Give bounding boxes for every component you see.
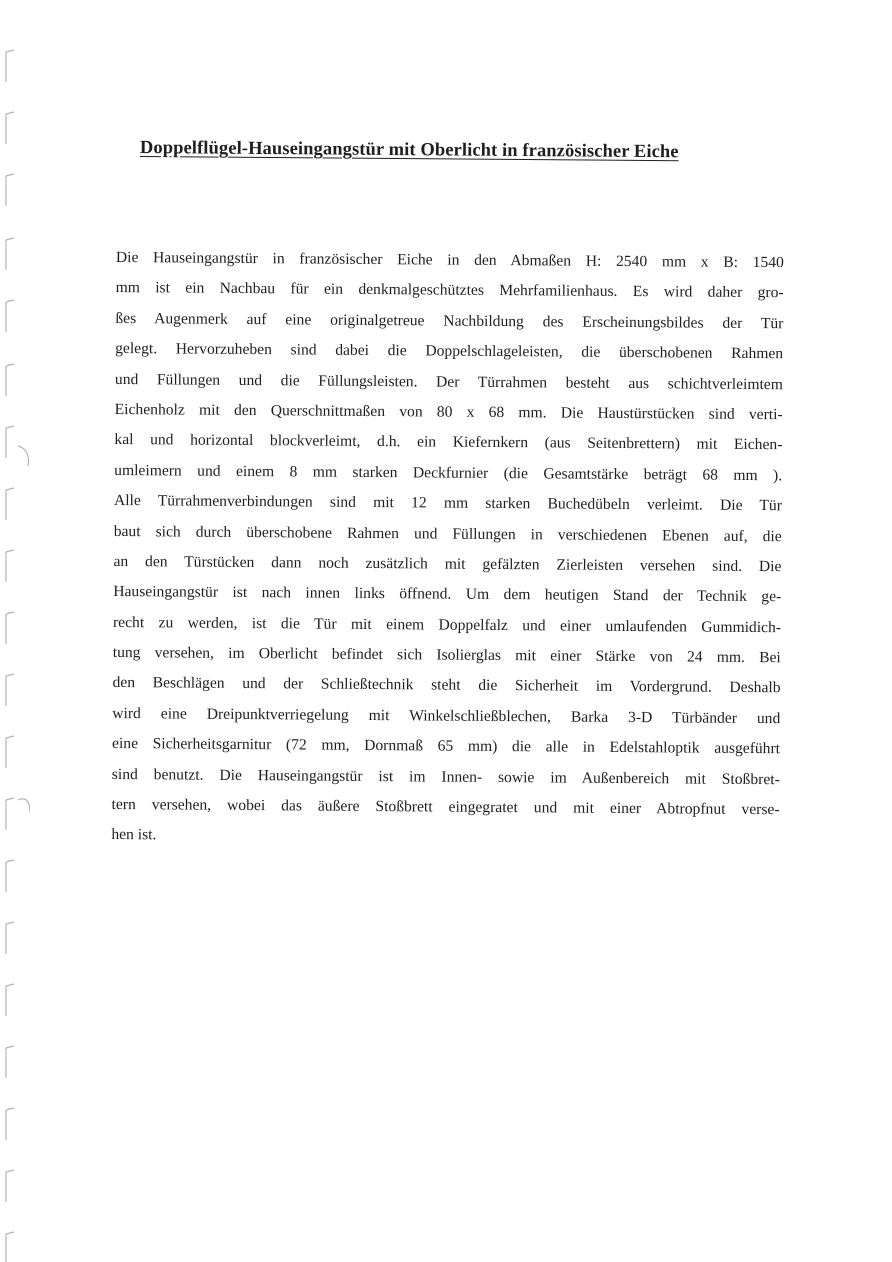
body-paragraph bbox=[111, 243, 784, 856]
body-line: wird eine Dreipunktverriegelung mit Winkelschließblechen, Barka 3-D Türbänder und bbox=[112, 704, 781, 728]
body-line: an den Türstücken dann noch zusätzlich mit gefälzten Zierleisten versehen sind. Die bbox=[113, 552, 782, 576]
body-line: ßes Augenmerk auf eine originalgetreue Nachbildung des Erscheinungsbildes der Tür bbox=[115, 309, 784, 333]
body-line: sind benutzt. Die Hauseingangstür ist im Innen- sowie im Außenbereich mit Stoßbret- bbox=[111, 765, 780, 788]
body-line: umleimern und einem 8 mm starken Deckfurnier (die Gesamtstärke beträgt 68 mm ). bbox=[114, 461, 783, 484]
body-line: tern versehen, wobei das äußere Stoßbrett eingegratet und mit einer Abtropfnut verse- bbox=[111, 796, 780, 819]
document-title: Doppelflügel-Hauseingangstür mit Oberlicht in französischer Eiche bbox=[139, 138, 679, 163]
body-line: Alle Türrahmenverbindungen sind mit 12 mm starken Buchedübeln verleimt. Die Tür bbox=[113, 492, 783, 515]
body-line: Eichenholz mit den Querschnittmaßen von 80 x 68 mm. Die Haustürstücken sind verti- bbox=[114, 400, 783, 424]
body-line: mm ist ein Nachbau für ein denkmalgeschütztes Mehrfamilienhaus. Es wird daher gro- bbox=[115, 279, 784, 302]
body-line: den Beschlägen und der Schließtechnik steht die Sicherheit im Vordergrund. Deshalb bbox=[112, 674, 781, 697]
body-line: gelegt. Hervorzuheben sind dabei die Doppelschlageleisten, die überschobenen Rahmen bbox=[115, 340, 784, 363]
body-line: recht zu werden, ist die Tür mit einem Doppelfalz und einer umlaufenden Gummidich- bbox=[112, 613, 782, 636]
body-line: kal und horizontal blockverleimt, d.h. ein Kiefernkern (aus Seitenbrettern) mit Eichen- bbox=[114, 431, 783, 454]
body-line: baut sich durch überschobene Rahmen und Füllungen in verschiedenen Ebenen auf, die bbox=[113, 522, 782, 545]
body-line: und Füllungen und die Füllungsleisten. Der Türrahmen besteht aus schichtverleimtem bbox=[114, 370, 783, 393]
body-line: hen ist. bbox=[111, 826, 157, 844]
binder-punch-marks bbox=[0, 0, 30, 1262]
body-line: eine Sicherheitsgarnitur (72 mm, Dornmaß 65 mm) die alle in Edelstahloptik ausgeführt bbox=[112, 735, 781, 758]
body-line: tung versehen, im Oberlicht befindet sich Isolierglas mit einer Stärke von 24 mm. Bei bbox=[112, 644, 781, 667]
body-line: Hauseingangstür ist nach innen links öffnend. Um dem heutigen Stand der Technik ge- bbox=[113, 583, 782, 606]
body-line: Die Hauseingangstür in französischer Eiche in den Abmaßen H: 2540 mm x B: 1540 bbox=[115, 248, 784, 272]
